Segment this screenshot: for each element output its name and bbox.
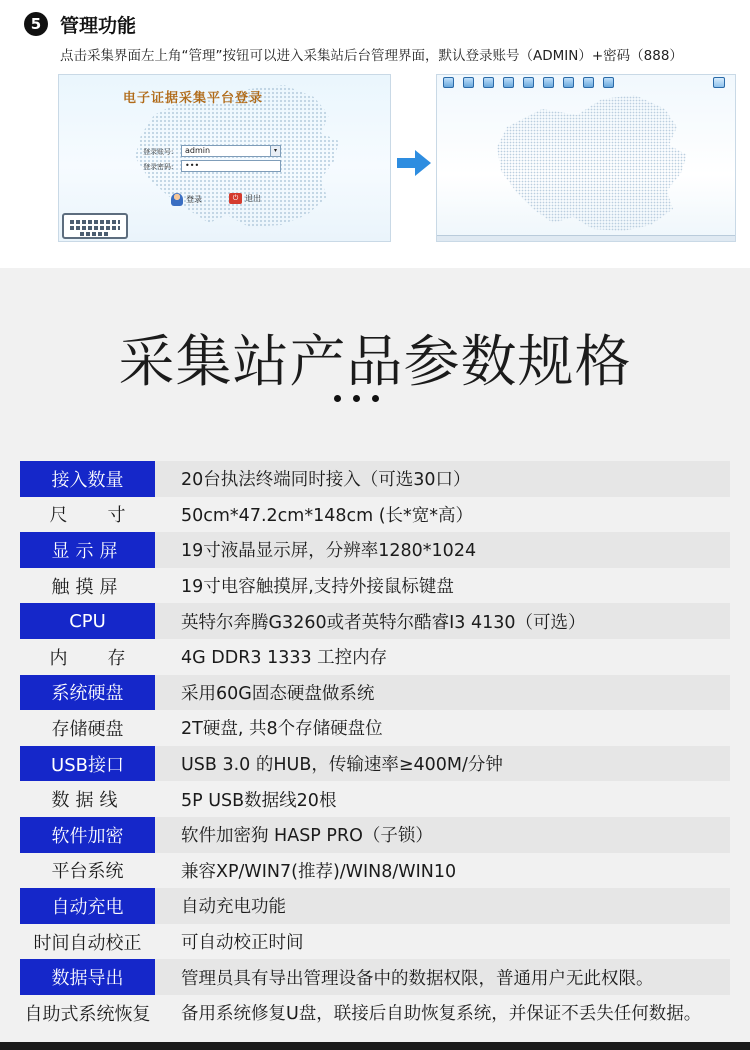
spec-row <box>20 675 730 711</box>
spec-row <box>20 888 730 924</box>
spec-row <box>20 639 730 675</box>
spec-label: 数据导出 <box>20 959 155 995</box>
spec-label: 软件加密 <box>20 817 155 853</box>
spec-row <box>20 532 730 568</box>
spec-value: 可自动校正时间 <box>181 933 304 954</box>
keyboard-icon[interactable] <box>62 213 128 239</box>
spec-row <box>20 746 730 782</box>
spec-row <box>20 568 730 604</box>
exit-button[interactable] <box>229 193 261 204</box>
decorative-dots <box>334 395 379 402</box>
spec-value: 英特尔奔腾G3260或者英特尔酷睿I3 4130（可选） <box>181 612 586 633</box>
dot <box>334 395 341 402</box>
spec-value: 2T硬盘, 共8个存储硬盘位 <box>181 719 383 740</box>
management-section <box>0 0 750 268</box>
spec-row <box>20 924 730 960</box>
spec-label: 自动充电 <box>20 888 155 924</box>
exit-icon: ⏻ <box>229 193 242 204</box>
account-value: admin <box>185 146 211 155</box>
spec-label: 平台系统 <box>51 861 124 883</box>
spec-row <box>20 710 730 746</box>
spec-row <box>20 497 730 533</box>
spec-value: 5P USB数据线20根 <box>181 790 337 811</box>
spec-value: 19寸电容触摸屏,支持外接鼠标键盘 <box>181 577 454 598</box>
account-input[interactable] <box>181 145 281 157</box>
login-screenshot <box>58 74 391 242</box>
china-map-dots <box>437 75 736 242</box>
spec-title: 采集站产品参数规格 <box>118 330 632 395</box>
spec-label: 尺寸 <box>49 505 166 527</box>
spec-row <box>20 995 730 1031</box>
login-button[interactable] <box>171 193 202 206</box>
chevron-down-icon[interactable]: ▾ <box>270 146 280 156</box>
spec-value: 19寸液晶显示屏，分辨率1280*1024 <box>181 541 477 562</box>
spec-label: 显示屏 <box>20 532 155 568</box>
password-input[interactable] <box>181 160 281 172</box>
spec-row <box>20 603 730 639</box>
spec-value: 软件加密狗 HASP PRO（子锁） <box>181 826 433 847</box>
spec-value: 采用60G固态硬盘做系统 <box>181 683 375 704</box>
spec-label: 内存 <box>49 647 166 669</box>
spec-row <box>20 853 730 889</box>
status-bar <box>437 235 735 241</box>
spec-label: USB接口 <box>20 746 155 782</box>
spec-section <box>0 268 750 1050</box>
spec-row <box>20 461 730 497</box>
spec-label: 触摸屏 <box>51 576 124 598</box>
admin-screenshot <box>436 74 736 242</box>
spec-label: 系统硬盘 <box>20 675 155 711</box>
spec-value: 自动充电功能 <box>181 897 286 918</box>
spec-value: 管理员具有导出管理设备中的数据权限，普通用户无此权限。 <box>181 968 654 989</box>
spec-value: 4G DDR3 1333 工控内存 <box>181 648 388 669</box>
dot <box>372 395 379 402</box>
spec-value: 备用系统修复U盘，联接后自助恢复系统，并保证不丢失任何数据。 <box>181 1004 702 1025</box>
spec-label: CPU <box>20 603 155 639</box>
spec-label: 数据线 <box>51 790 124 812</box>
spec-row <box>20 781 730 817</box>
arrow-right-icon <box>397 150 431 176</box>
spec-value: USB 3.0 的HUB，传输速率≥400M/分钟 <box>181 755 503 776</box>
bottom-bar <box>0 1042 750 1050</box>
step-number-badge: 5 <box>24 12 48 36</box>
spec-label: 存储硬盘 <box>51 718 124 740</box>
spec-value: 20台执法终端同时接入（可选30口） <box>181 470 471 491</box>
spec-row <box>20 817 730 853</box>
spec-table <box>20 461 730 1031</box>
dot <box>353 395 360 402</box>
exit-button-label: 退出 <box>245 194 261 203</box>
login-title: 电子证据采集平台登录 <box>123 91 264 106</box>
spec-value: 50cm*47.2cm*148cm (长*宽*高） <box>181 505 474 526</box>
spec-value: 兼容XP/WIN7(推荐)/WIN8/WIN10 <box>181 861 457 882</box>
step-title: 管理功能 <box>60 15 137 37</box>
spec-label: 自助式系统恢复 <box>24 1003 151 1025</box>
spec-label: 时间自动校正 <box>33 932 142 954</box>
password-label: 登录密码: <box>143 163 174 171</box>
step-description: 点击采集界面左上角“管理”按钮可以进入采集站后台管理界面，默认登录账号（ADMIN）+密码（888） <box>60 48 683 64</box>
account-label: 登录账号: <box>143 148 174 156</box>
spec-row <box>20 959 730 995</box>
user-icon <box>171 193 183 206</box>
login-button-label: 登录 <box>186 195 202 204</box>
password-value: ••• <box>185 161 200 170</box>
spec-label: 接入数量 <box>20 461 155 497</box>
